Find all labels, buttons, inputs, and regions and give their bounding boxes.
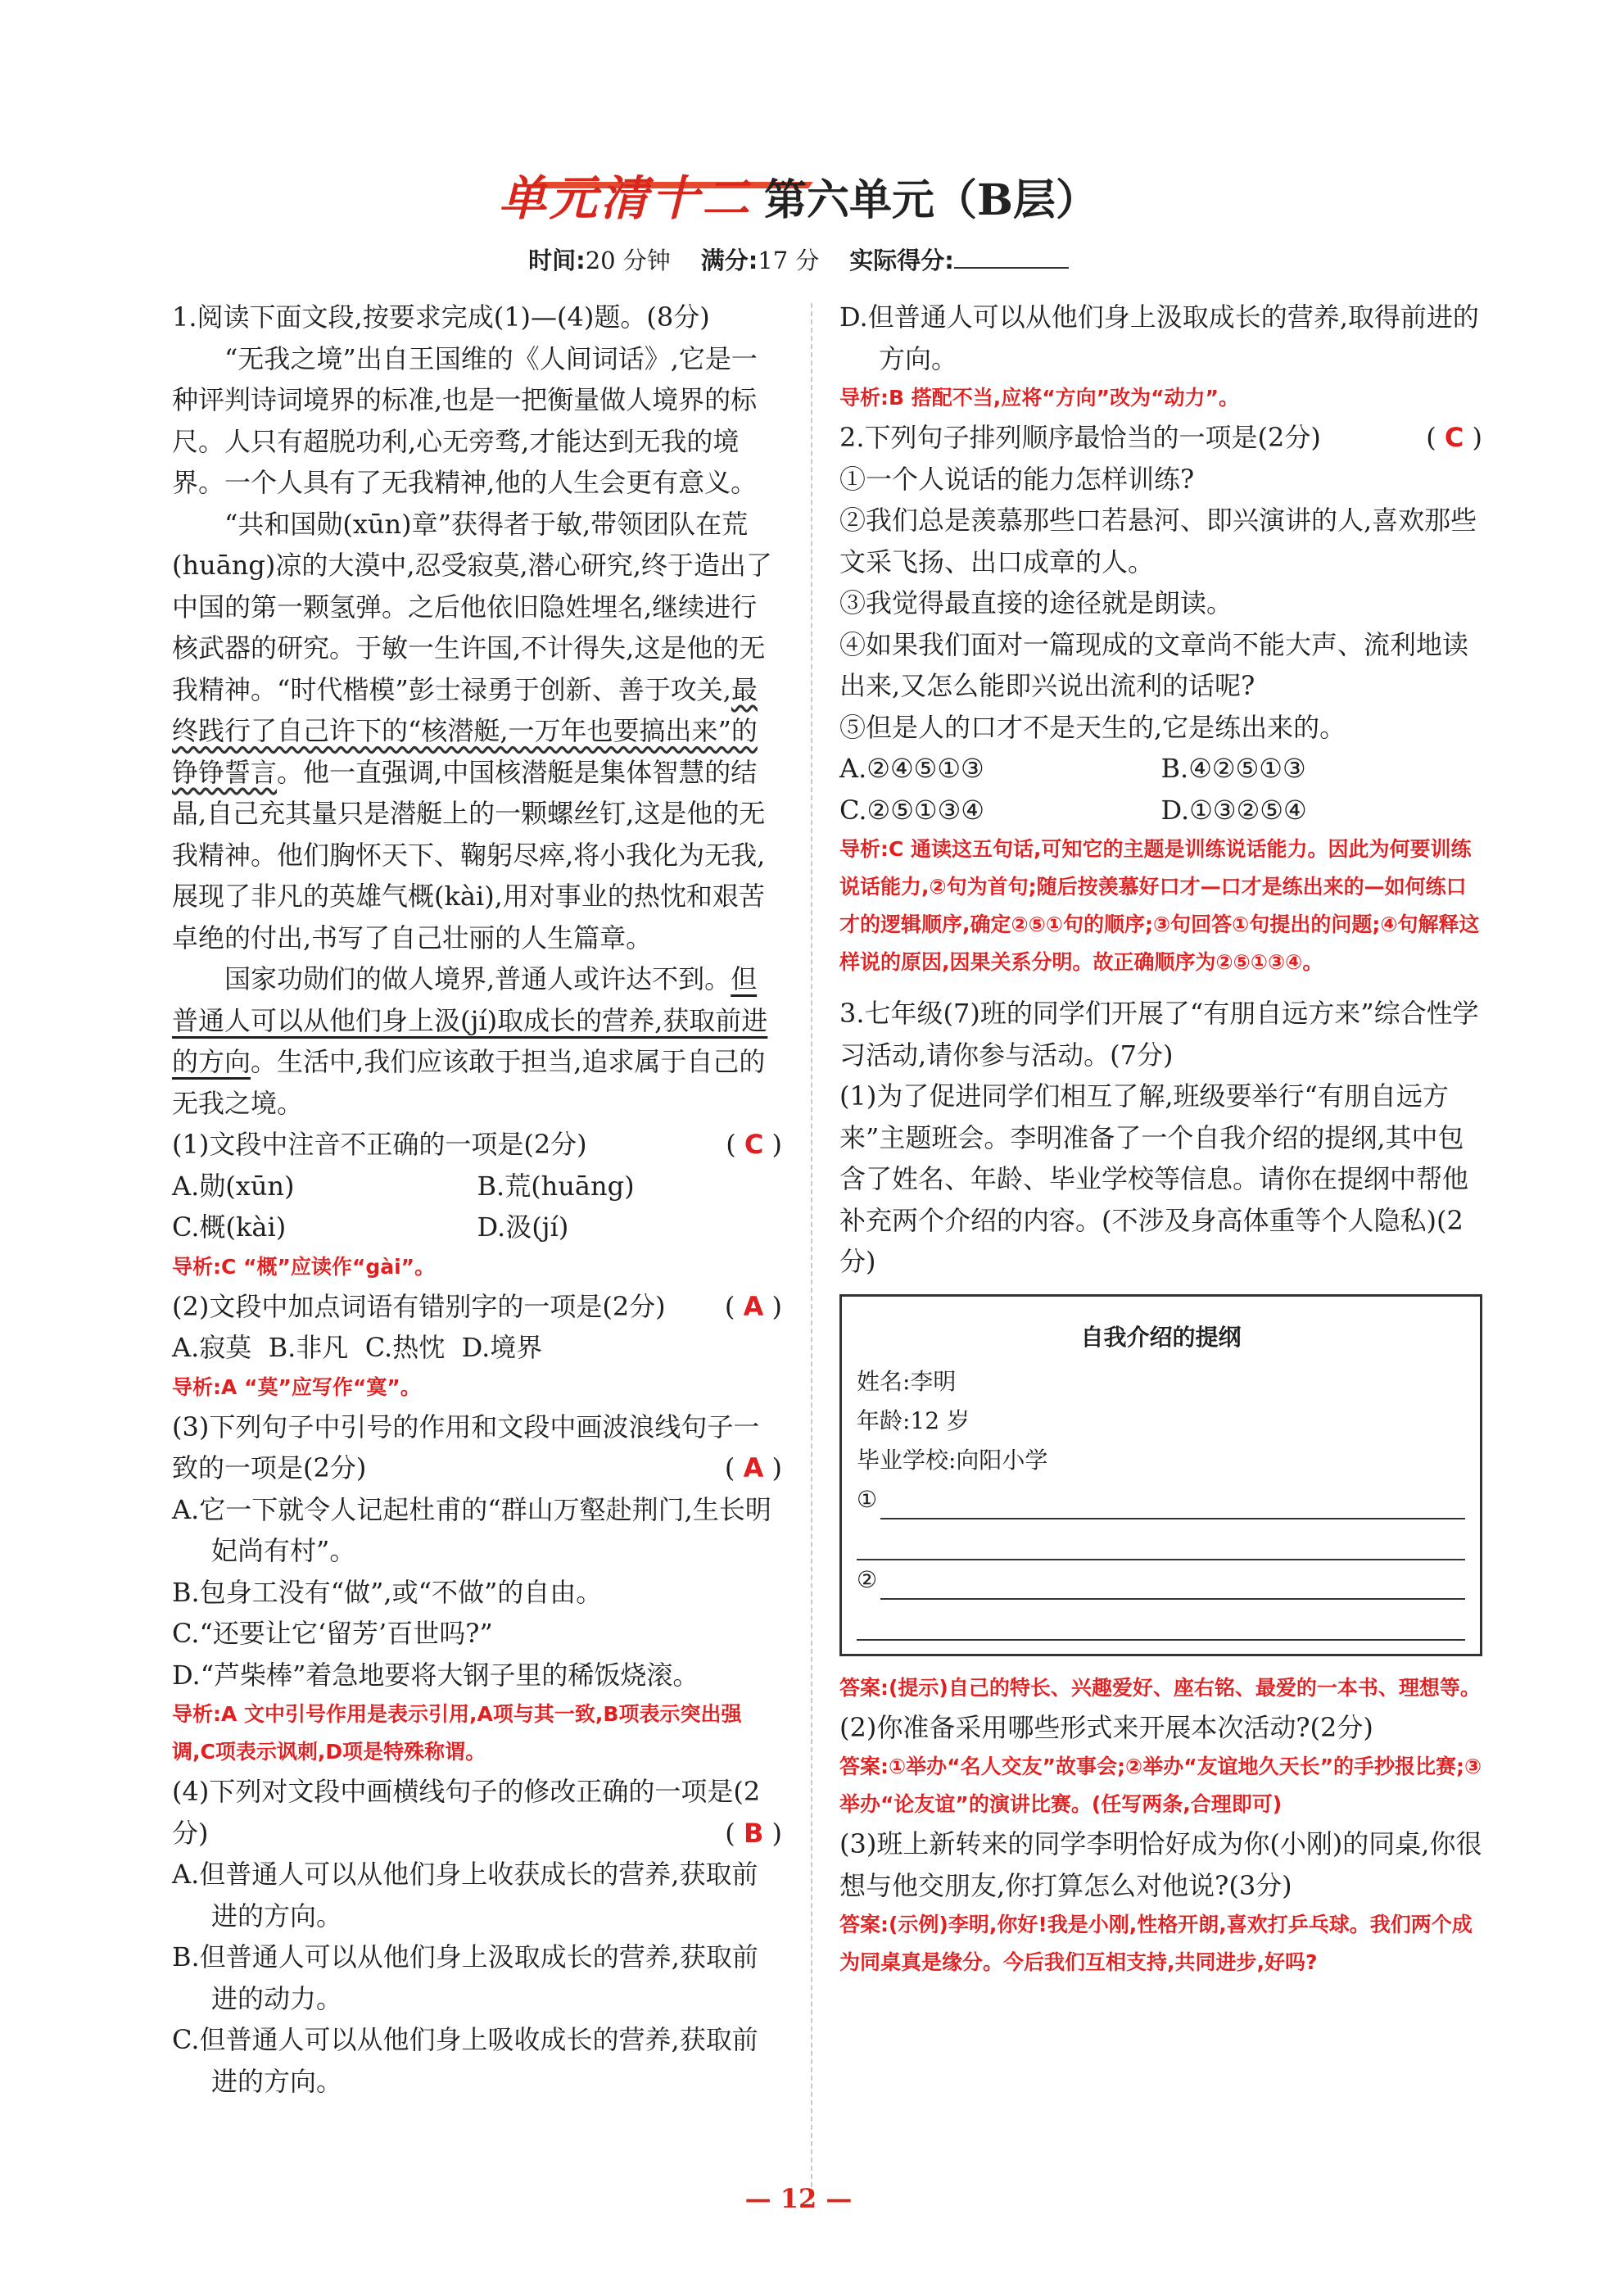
option-c[interactable]: C.②⑤①③④ [839, 794, 984, 826]
q1-sub2-answer: A [743, 1290, 764, 1322]
q1-sub3-answer: A [743, 1452, 764, 1483]
outline-name: 姓名:李明 [857, 1367, 957, 1395]
option-b[interactable]: B.非凡 [268, 1332, 349, 1363]
column-divider [811, 303, 812, 2187]
q2-sentence-5: ⑤但是人的口才不是天生的,它是练出来的。 [839, 711, 1346, 743]
q1-paragraph-3: 国家功勋们的做人境界,普通人或许达不到。但普通人可以从他们身上汲(jí)取成长的营养,获取前进的方向。生活中,我们应该敢于担当,追求属于自己的无我之境。 [172, 963, 768, 1119]
option-a[interactable]: A.勋(xūn) [172, 1170, 295, 1202]
q1-sub1-stem: (1)文段中注音不正确的一项是(2分) ( C ) [172, 1129, 782, 1160]
q1-paragraph-1: “无我之境”出自王国维的《人间词话》,它是一种评判诗词境界的标准,也是一把衡量做人境界的标尺。人只有超脱功利,心无旁骛,才能达到无我的境界。一个人具有了无我精神,他的人生会更有意义。 [172, 342, 758, 498]
time-value: 20 分钟 [585, 247, 671, 274]
actual-score-label: 实际得分: [849, 247, 954, 274]
q1-sub1-options-row2 [172, 1207, 782, 1248]
time-label: 时间: [528, 247, 586, 274]
fill-line-2[interactable] [880, 1569, 1465, 1600]
q1-sub4-analysis: 导析:B 搭配不当,应将“方向”改为“动力”。 [839, 386, 1239, 410]
outline-age: 年龄:12 岁 [857, 1406, 970, 1434]
option-d[interactable]: D.“芦柴棒”着急地要将大钢子里的稀饭烧滚。 [172, 1659, 699, 1691]
q1-sub3-stem: (3)下列句子中引号的作用和文段中画波浪线句子一致的一项是(2分) ( A ) [172, 1411, 782, 1483]
q2-sentence-4: ④如果我们面对一篇现成的文章尚不能大声、流利地读出来,又怎么能即兴说出流利的话呢? [839, 628, 1469, 701]
option-d[interactable]: D.但普通人可以从他们身上汲取成长的营养,取得前进的方向。 [839, 301, 1479, 374]
outline-title: 自我介绍的提纲 [1080, 1323, 1242, 1351]
option-a[interactable]: A.它一下就令人记起杜甫的“群山万壑赴荆门,生长明妃尚有村”。 [172, 1493, 771, 1566]
option-c[interactable]: C.概(kài) [172, 1211, 287, 1243]
q1-paragraph-2: “共和国勋(xūn)章”获得者于敏,带领团队在荒(huāng)凉的大漠中,忍受寂莫,潜心研究,终于造出了中国的第一颗氢弹。之后他依旧隐姓埋名,继续进行核武器的研究。于敏一生许国,不计得失,这是他的无我精神。“时代楷模”彭士禄勇于创新、善于攻关,最终践行了自己许下的“核潜艇,一万年也要搞出来”的铮铮誓言。他一直强调,中国核潜艇是集体智慧的结晶,自己充其量只是潜艇上的一颗螺丝钉,这是他的无我精神。他们胸怀天下、鞠躬尽瘁,将小我化为无我,展现了非凡的英雄气概(kài),用对事业的热忱和艰苦卓绝的付出,书写了自己壮丽的人生篇章。 [172, 508, 772, 953]
actual-score-blank[interactable] [954, 247, 1069, 269]
title-sub: 第六单元（B层） [764, 175, 1098, 225]
underlined-sentence: 但普通人可以从他们身上汲(jí)取成长的营养,获取前进的方向 [172, 963, 768, 1077]
q1-sub2-stem: (2)文段中加点词语有错别字的一项是(2分) ( A ) [172, 1290, 782, 1322]
option-d[interactable]: D.①③②⑤④ [1160, 794, 1307, 826]
q2-analysis: 导析:C 通读这五句话,可知它的主题是训练说话能力。因此为何要训练说话能力,②句为首句;随后按羡慕好口才—口才是练出来的—如何练口才的逻辑顺序,确定②⑤①句的顺序;③句回答①句提出的问题;④句解释这样说的原因,因果关系分明。故正确顺序为②⑤①③④。 [839, 837, 1480, 974]
q3-sub2-stem: (2)你准备采用哪些形式来开展本次活动?(2分) [839, 1711, 1373, 1743]
page-number: — 12 — [744, 2183, 853, 2214]
q1-sub1-answer: C [744, 1129, 764, 1160]
exam-meta [0, 242, 1597, 276]
q2-sentence-2: ②我们总是羡慕那些口若悬河、即兴演讲的人,喜欢那些文采飞扬、出口成章的人。 [839, 505, 1477, 577]
q1-sub1-options-row1 [172, 1166, 782, 1207]
score-value: 17 分 [758, 247, 820, 274]
left-column [172, 297, 782, 2102]
option-b[interactable]: B.④②⑤①③ [1160, 753, 1306, 784]
q1-sub2-options [172, 1327, 782, 1369]
title-main: 单元清十二 [499, 170, 753, 226]
option-c[interactable]: C.“还要让它‘留芳’百世吗?” [172, 1618, 493, 1649]
option-b[interactable]: B.包身工没有“做”,或“不做”的自由。 [172, 1576, 603, 1608]
q2-answer: C [1444, 422, 1464, 453]
q1-sub1-analysis: 导析:C “概”应读作“gài”。 [172, 1254, 436, 1279]
option-d[interactable]: D.汲(jí) [477, 1211, 569, 1243]
page-title [0, 160, 1597, 229]
q3-sub3-stem: (3)班上新转来的同学李明恰好成为你(小刚)的同桌,你很想与他交朋友,你打算怎么对他说?(3分) [839, 1828, 1482, 1901]
q1-sub4-stem: (4)下列对文段中画横线句子的修改正确的一项是(2分) ( B ) [172, 1776, 782, 1849]
option-a[interactable]: A.但普通人可以从他们身上收获成长的营养,获取前进的方向。 [172, 1859, 758, 1931]
q2-sentence-3: ③我觉得最直接的途径就是朗读。 [839, 587, 1233, 618]
wavy-underlined-sentence: 最终践行了自己许下的“核潜艇,一万年也要搞出来”的铮铮誓言 [172, 673, 758, 788]
q3-sub2-answer: 答案:①举办“名人交友”故事会;②举办“友谊地久天长”的手抄报比赛;③举办“论友谊”的演讲比赛。(任写两条,合理即可) [839, 1755, 1482, 1816]
fill-line-1[interactable] [880, 1488, 1465, 1519]
q1-sub3-analysis: 导析:A 文中引号作用是表示引用,A项与其一致,B项表示突出强调,C项表示讽刺,D项是特殊称谓。 [172, 1702, 742, 1764]
q3-stem: 3.七年级(7)班的同学们开展了“有朋自远方来”综合性学习活动,请你参与活动。(7分) [839, 998, 1479, 1071]
option-a[interactable]: A.寂莫 [172, 1332, 252, 1363]
q1-stem: 1.阅读下面文段,按要求完成(1)—(4)题。(8分) [172, 301, 710, 333]
option-c[interactable]: C.热忱 [364, 1332, 446, 1363]
fill-line-1b[interactable] [857, 1519, 1465, 1560]
option-a[interactable]: A.②④⑤①③ [839, 753, 984, 784]
option-b[interactable]: B.荒(huāng) [477, 1170, 635, 1202]
option-c[interactable]: C.但普通人可以从他们身上吸收成长的营养,获取前进的方向。 [172, 2024, 758, 2097]
score-label: 满分: [700, 247, 758, 274]
q2-sentence-1: ①一个人说话的能力怎样训练? [839, 463, 1195, 495]
q2-options-row1 [839, 748, 1482, 790]
outline-fill-1: ① [857, 1480, 1465, 1519]
self-intro-outline-box [839, 1294, 1482, 1656]
option-b[interactable]: B.但普通人可以从他们身上汲取成长的营养,获取前进的动力。 [172, 1941, 758, 2014]
q3-sub1-stem: (1)为了促进同学们相互了解,班级要举行“有朋自远方来”主题班会。李明准备了一个自我介绍的提纲,其中包含了姓名、年龄、毕业学校等信息。请你在提纲中帮他补充两个介绍的内容。(不涉及身高体重等个人隐私)(2分) [839, 1080, 1469, 1277]
q2-stem: 2.下列句子排列顺序最恰当的一项是(2分) ( C ) [839, 422, 1482, 453]
outline-fill-2: ② [857, 1560, 1465, 1600]
outline-school: 毕业学校:向阳小学 [857, 1446, 1048, 1474]
q3-sub1-answer: 答案:(提示)自己的特长、兴趣爱好、座右铭、最爱的一本书、理想等。 [839, 1675, 1481, 1700]
option-d[interactable]: D.境界 [461, 1332, 543, 1363]
q3-sub3-answer: 答案:(示例)李明,你好!我是小刚,性格开朗,喜欢打乒乓球。我们两个成为同桌真是缘分。今后我们互相支持,共同进步,好吗? [839, 1913, 1473, 1974]
q1-sub4-answer: B [743, 1817, 764, 1849]
fill-line-2b[interactable] [857, 1600, 1465, 1641]
q2-options-row2 [839, 790, 1482, 831]
q1-sub2-analysis: 导析:A “莫”应写作“寞”。 [172, 1374, 421, 1399]
right-column [839, 297, 1482, 1981]
